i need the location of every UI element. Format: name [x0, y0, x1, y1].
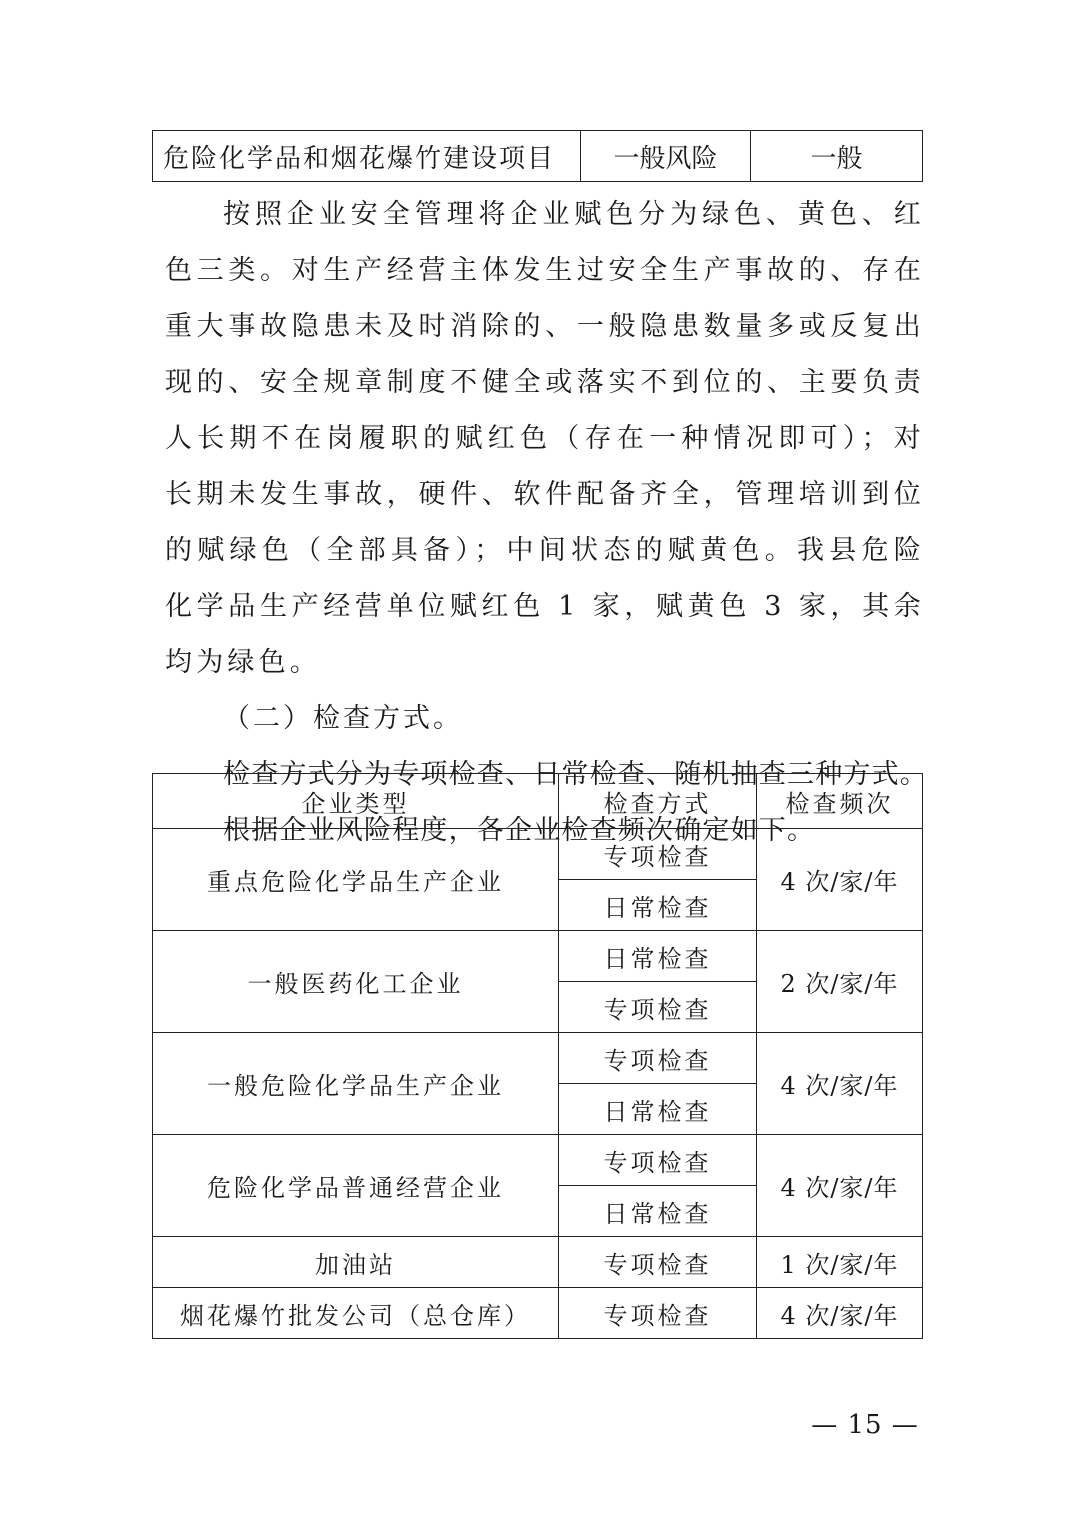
method-cell: 日常检查 [559, 880, 757, 931]
section-heading-inspection-method: （二）检查方式。 [223, 703, 463, 734]
paragraph-frequency-intro: 根据企业风险程度，各企业检查频次确定如下。 [223, 815, 816, 846]
table-row [153, 829, 923, 880]
method-cell: 专项检查 [559, 1033, 757, 1084]
method-cell: 专项检查 [559, 1237, 757, 1288]
method-cell: 专项检查 [559, 1135, 757, 1186]
method-cell: 专项检查 [559, 982, 757, 1033]
method-cell: 专项检查 [559, 829, 757, 880]
header-inspection-frequency: 检查频次 [757, 774, 923, 829]
enterprise-type-cell: 烟花爆竹批发公司（总仓库） [153, 1288, 559, 1339]
paragraph-color-grading: 按照企业安全管理将企业赋色分为绿色、黄色、红色三类。对生产经营主体发生过安全生产事故的、存在重大事故隐患未及时消除的、一般隐患数量多或反复出现的、安全规章制度不健全或落实不到位的、主要负责人长期不在岗履职的赋红色（存在一种情况即可）；对长期未发生事故，硬件、软件配备齐全，管理培训到位的赋绿色（全部具备）；中间状态的赋黄色。我县危险化学品生产经营单位赋红色 1 家，赋黄色 3 家，其余均为绿色。 [165, 199, 925, 678]
table-row [153, 1288, 923, 1339]
frequency-cell: 4 次/家/年 [757, 1135, 923, 1237]
method-cell: 日常检查 [559, 1084, 757, 1135]
frequency-cell: 1 次/家/年 [757, 1237, 923, 1288]
frequency-cell: 4 次/家/年 [757, 1288, 923, 1339]
inspection-frequency-table [152, 773, 923, 1339]
enterprise-type-cell: 危险化学品普通经营企业 [153, 1135, 559, 1237]
frequency-cell: 4 次/家/年 [757, 829, 923, 931]
method-cell: 日常检查 [559, 1186, 757, 1237]
table-row [153, 1237, 923, 1288]
table-row [153, 1135, 923, 1186]
body-text [165, 187, 928, 859]
frequency-cell: 2 次/家/年 [757, 931, 923, 1033]
table-header-row [153, 774, 923, 829]
method-cell: 专项检查 [559, 1288, 757, 1339]
table-row [153, 131, 923, 182]
paragraph-inspection-types: 检查方式分为专项检查、日常检查、随机抽查三种方式。 [223, 759, 928, 790]
table-row [153, 931, 923, 982]
frequency-cell: 4 次/家/年 [757, 1033, 923, 1135]
risk-level-table-continuation [152, 130, 923, 182]
grade-cell: 一般 [751, 131, 923, 182]
enterprise-type-cell: 重点危险化学品生产企业 [153, 829, 559, 931]
project-type-cell: 危险化学品和烟花爆竹建设项目 [153, 131, 581, 182]
method-cell: 日常检查 [559, 931, 757, 982]
header-inspection-method: 检查方式 [559, 774, 757, 829]
header-enterprise-type: 企业类型 [153, 774, 559, 829]
page-number: — 15 — [811, 1410, 919, 1440]
enterprise-type-cell: 一般危险化学品生产企业 [153, 1033, 559, 1135]
risk-level-cell: 一般风险 [581, 131, 751, 182]
enterprise-type-cell: 加油站 [153, 1237, 559, 1288]
enterprise-type-cell: 一般医药化工企业 [153, 931, 559, 1033]
table-row [153, 1033, 923, 1084]
